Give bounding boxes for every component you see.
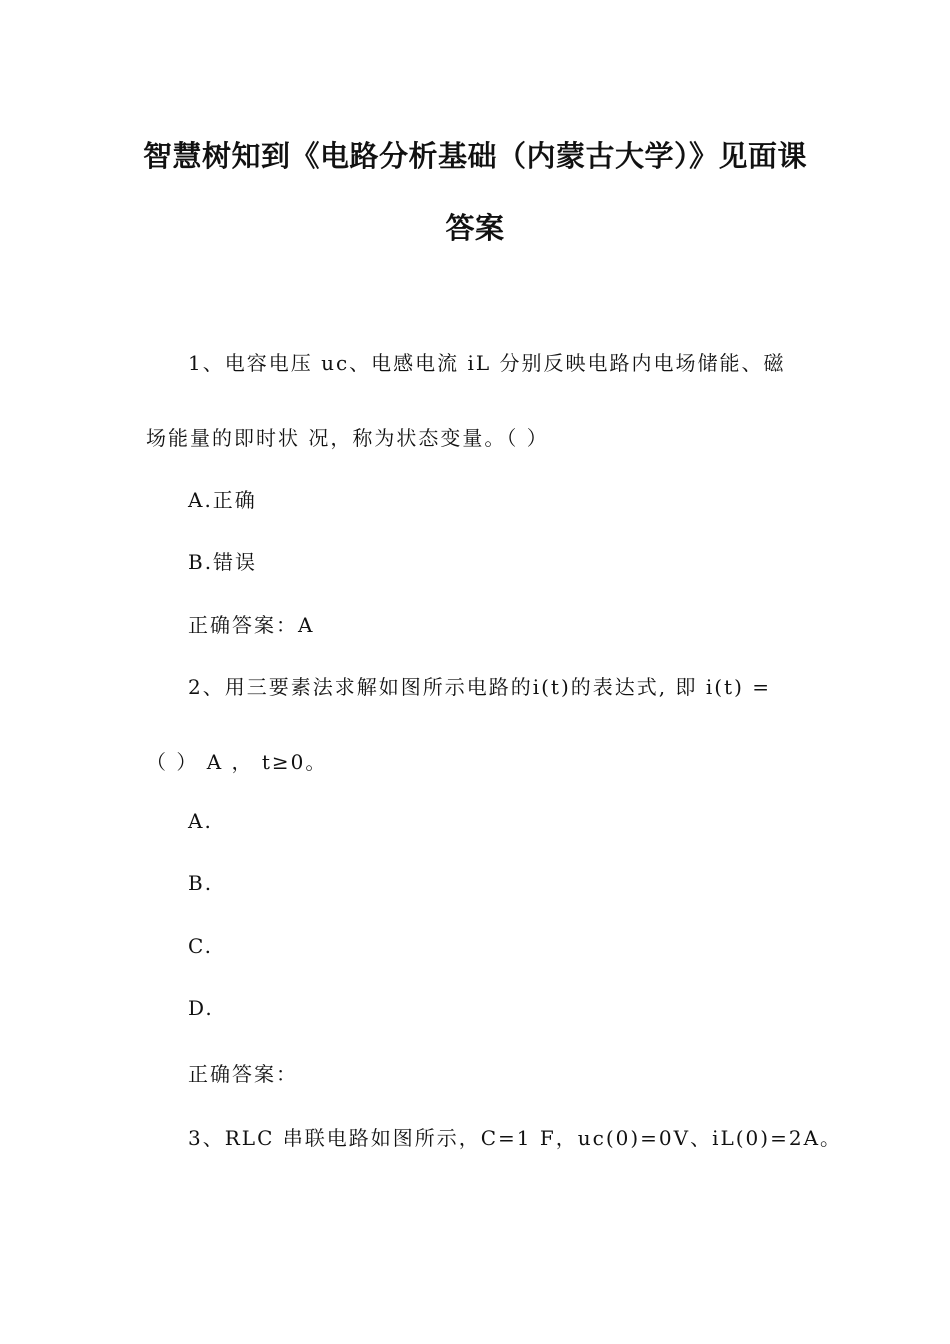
question-1-option-a: A.正确 xyxy=(188,488,257,512)
document-title-line-1: 智慧树知到《电路分析基础（内蒙古大学）》见面课 xyxy=(142,139,807,173)
question-2-option-b: B. xyxy=(188,871,214,895)
question-2-answer: 正确答案： xyxy=(188,1062,298,1086)
question-2-option-d: D. xyxy=(188,996,214,1020)
question-1-answer: 正确答案：A xyxy=(188,613,315,637)
question-1-text-line-2: 场能量的即时状 况，称为状态变量。（ ） xyxy=(146,426,549,450)
question-2-option-c: C. xyxy=(188,934,213,958)
question-2-option-a: A. xyxy=(188,809,213,833)
document-title-line-2: 答案 xyxy=(445,211,505,245)
question-1-text-line-1: 1、电容电压 uc、电感电流 iL 分别反映电路内电场储能、磁 xyxy=(188,351,786,375)
question-1-option-b: B.错误 xyxy=(188,550,258,574)
question-2-text-line-1: 2、用三要素法求解如图所示电路的i(t)的表达式, 即 i(t) = xyxy=(188,675,771,699)
question-3-text-line-1: 3、RLC 串联电路如图所示，C=1 F，uc(0)=0V、iL(0)=2A。 xyxy=(188,1126,843,1150)
question-2-text-line-2: （ ） A ， t≥0。 xyxy=(146,750,328,774)
